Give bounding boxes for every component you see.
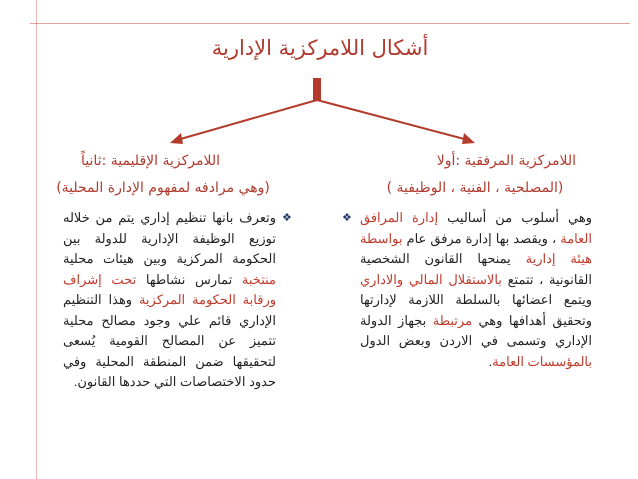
paragraph-text: يمنحها القانون الشخصية القانونية ، تتمتع [360, 251, 592, 287]
highlighted-term: تحت إشراف ورقابة الحكومة المركزية [63, 271, 276, 307]
paragraph-text: بجهاز الدولة الإداري وتسمى في الاردن وبعض الدول [360, 312, 592, 348]
paragraph-text: وهذا التنظيم الإداري قائم علي وجود مصالح محلية تتميز عن المصالح القومية يُسعى لتحقيقها ضمن المنطقة المحلية وفي حدود الاختصاصات التي حددها القانون. [63, 292, 276, 389]
connector-node [313, 78, 321, 100]
left-subheading: (وهي مرادفه لمفهوم الإدارة المحلية) [56, 180, 270, 196]
left-heading: اللامركزية الإقليمية :ثانياً [81, 153, 220, 169]
highlighted-term: بالمؤسسات العامة [492, 353, 592, 369]
connector-to-right [317, 100, 468, 140]
highlighted-term: منتخبة [241, 271, 276, 287]
highlighted-term: إدارة المرافق العامة [360, 210, 592, 246]
right-heading: اللامركزية المرفقية :أولا [436, 153, 576, 169]
arrowhead-left [170, 133, 183, 144]
paragraph-text: ، ويقصد بها إدارة مرفق عام [402, 230, 561, 246]
paragraph-text: تمارس نشاطها [136, 271, 242, 287]
diamond-bullet-icon: ❖ [282, 211, 292, 224]
paragraph-text: وتعرف بانها تنظيم إداري يتم من خلاله توزيع الوظيفة الإدارية للدولة بين الحكومة المركزية وبين هيئات محلية [63, 210, 276, 266]
diamond-bullet-icon: ❖ [342, 211, 352, 224]
paragraph-text: وهي أسلوب من أساليب [438, 210, 592, 225]
connector-to-left [177, 100, 317, 140]
left-paragraph [63, 208, 276, 393]
right-paragraph [360, 208, 592, 372]
highlighted-term: بواسطة هيئة إدارية [360, 230, 592, 266]
right-subheading: (المصلحية ، الفنية ، الوظيفية ) [386, 180, 564, 196]
paragraph-text: . [488, 353, 493, 369]
arrowhead-right [462, 133, 475, 144]
highlighted-term: بالاستقلال المالي والاداري [360, 271, 502, 287]
paragraph-text: ويتمع اعضائها بالسلطة اللازمة لإدارتها وتحقيق أهدافها وهي [360, 292, 592, 328]
diagram-title: أشكال اللامركزية الإدارية [211, 36, 429, 60]
highlighted-term: مرتبطة [432, 312, 473, 328]
